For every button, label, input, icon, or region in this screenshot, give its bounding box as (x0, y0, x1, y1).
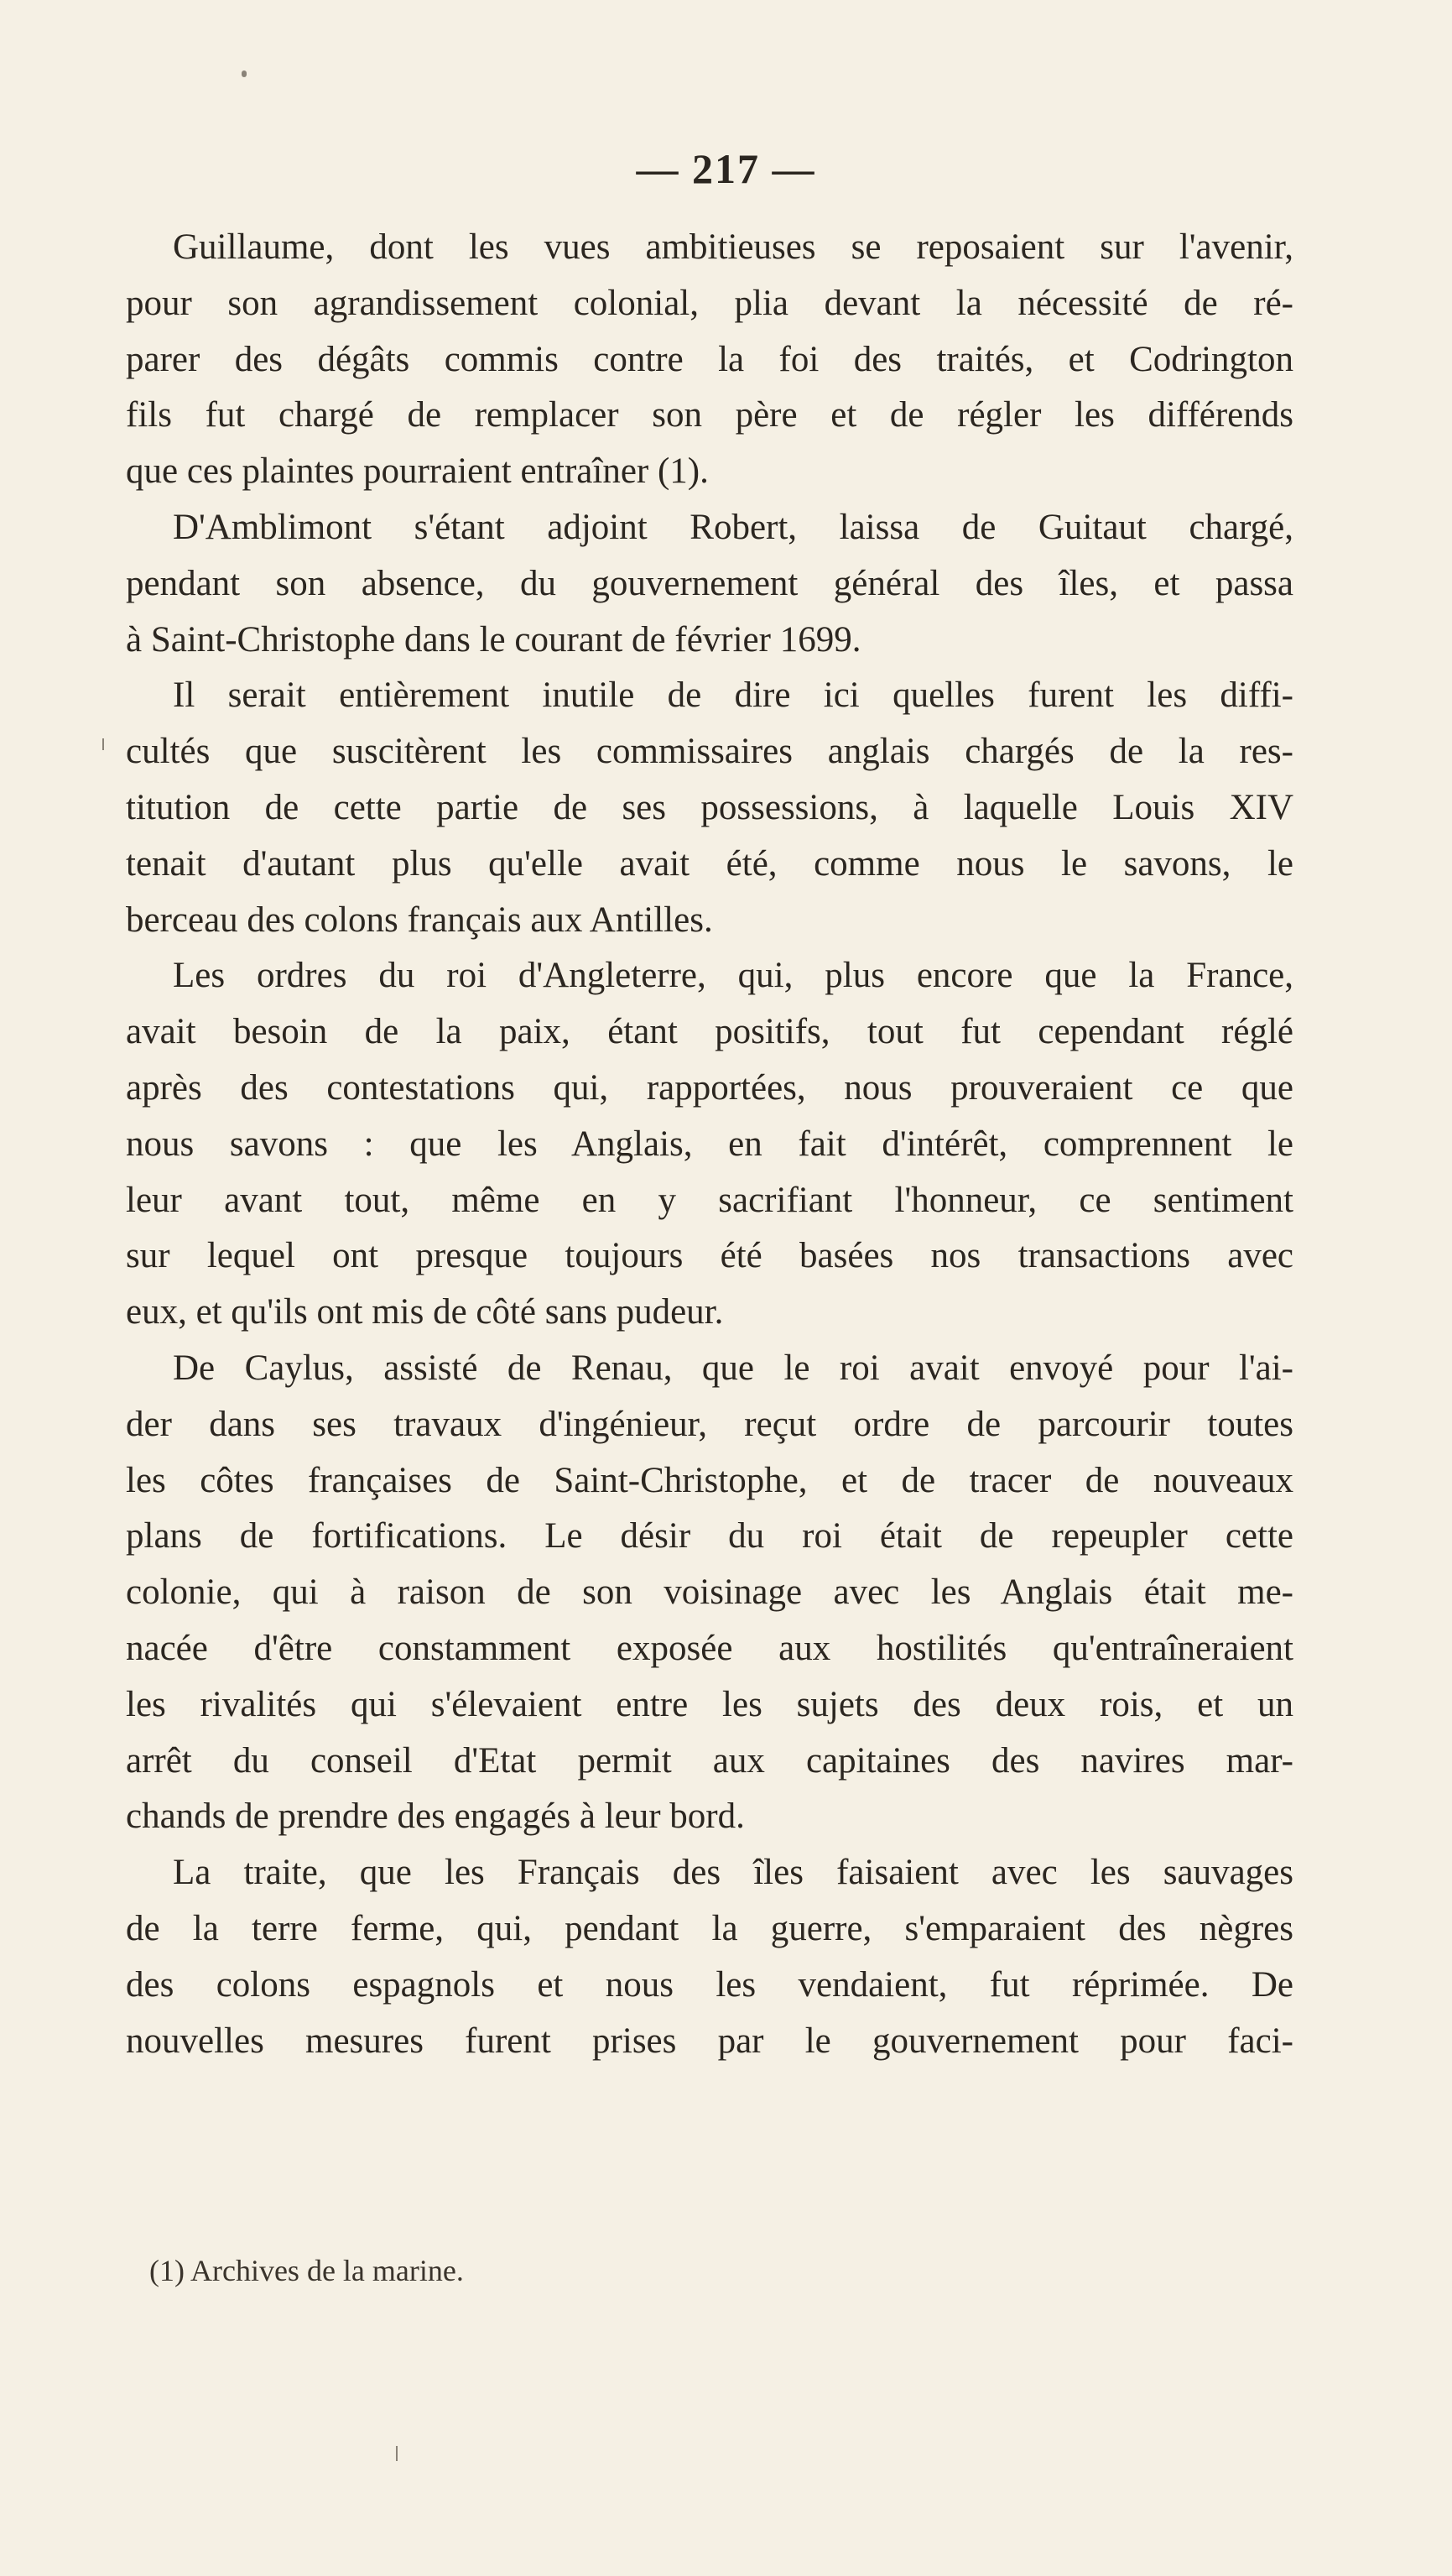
text-line: arrêt du conseil d'Etat permit aux capitaines des navires mar- (126, 1740, 1293, 1781)
text-line: eux, et qu'ils ont mis de côté sans pudeur. (126, 1292, 724, 1332)
body-text (126, 220, 1293, 2069)
text-line: D'Amblimont s'étant adjoint Robert, laissa de Guitaut chargé, (173, 507, 1293, 547)
text-line: à Saint-Christophe dans le courant de février 1699. (126, 619, 861, 660)
text-line: après des contestations qui, rapportées, nous prouveraient ce que (126, 1067, 1293, 1108)
page-number: — 217 — (636, 145, 816, 192)
text-line: chands de prendre des engagés à leur bord. (126, 1796, 745, 1837)
text-line: pendant son absence, du gouvernement général des îles, et passa (126, 563, 1293, 603)
text-line: avait besoin de la paix, étant positifs, tout fut cependant réglé (126, 1012, 1293, 1052)
text-line: de la terre ferme, qui, pendant la guerre, s'emparaient des nègres (126, 1908, 1293, 1948)
text-line: nous savons : que les Anglais, en fait d'intérêt, comprennent le (126, 1124, 1293, 1164)
text-line: les rivalités qui s'élevaient entre les sujets des deux rois, et un (126, 1684, 1293, 1724)
text-line: plans de fortifications. Le désir du roi était de repeupler cette (126, 1516, 1293, 1557)
text-line: colonie, qui à raison de son voisinage avec les Anglais était me- (126, 1572, 1293, 1613)
text-line: titution de cette partie de ses possessions, à laquelle Louis XIV (126, 787, 1293, 827)
text-line: les côtes françaises de Saint-Christophe, et de tracer de nouveaux (126, 1460, 1293, 1500)
text-line: De Caylus, assisté de Renau, que le roi avait envoyé pour l'ai- (173, 1348, 1293, 1388)
text-line: nouvelles mesures furent prises par le gouvernement pour faci- (126, 2021, 1293, 2061)
text-line: Il serait entièrement inutile de dire ici quelles furent les diffi- (173, 675, 1293, 716)
text-line: tenait d'autant plus qu'elle avait été, comme nous le savons, le (126, 843, 1293, 884)
text-line: nacée d'être constamment exposée aux hostilités qu'entraîneraient (126, 1628, 1293, 1668)
text-line: sur lequel ont presque toujours été basées nos transactions avec (126, 1236, 1293, 1276)
text-line: leur avant tout, même en y sacrifiant l'honneur, ce sentiment (126, 1180, 1293, 1220)
scan-speck (242, 70, 247, 77)
text-line: der dans ses travaux d'ingénieur, reçut ordre de parcourir toutes (126, 1404, 1293, 1444)
text-line: parer des dégâts commis contre la foi des traités, et Codrington (126, 339, 1293, 379)
text-line: fils fut chargé de remplacer son père et de régler les différends (126, 395, 1293, 435)
text-line: cultés que suscitèrent les commissaires anglais chargés de la res- (126, 732, 1293, 772)
text-line: berceau des colons français aux Antilles. (126, 900, 713, 940)
scan-speck (396, 2446, 398, 2461)
footnote: (1) Archives de la marine. (149, 2254, 464, 2287)
text-line: Les ordres du roi d'Angleterre, qui, plus encore que la France, (173, 956, 1293, 996)
text-line: que ces plaintes pourraient entraîner (1). (126, 451, 709, 492)
text-line: des colons espagnols et nous les vendaient, fut réprimée. De (126, 1964, 1293, 2005)
text-line: La traite, que les Français des îles faisaient avec les sauvages (173, 1853, 1293, 1893)
scan-speck (102, 738, 104, 750)
text-line: Guillaume, dont les vues ambitieuses se reposaient sur l'avenir, (173, 227, 1293, 267)
text-line: pour son agrandissement colonial, plia devant la nécessité de ré- (126, 283, 1293, 323)
